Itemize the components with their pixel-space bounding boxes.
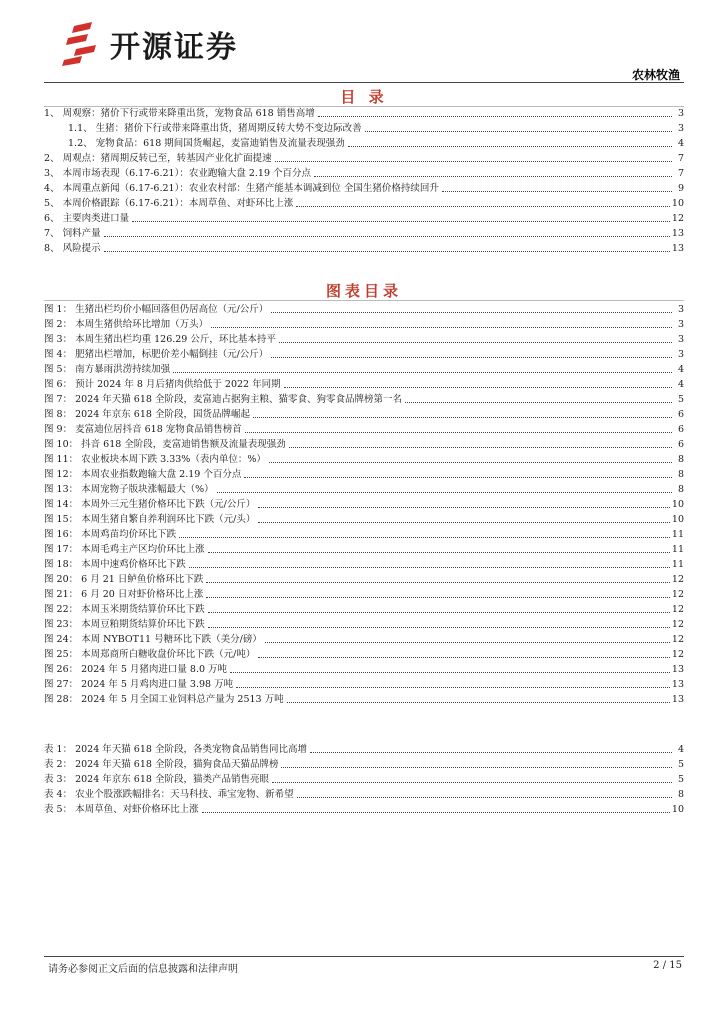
toc-entry-page: 9 [677,183,684,194]
toc-entry[interactable] [44,121,684,136]
figure-entry-page: 8 [677,469,684,480]
dot-leader [271,312,672,313]
figure-entry-label: 图 26： 2024 年 5 月猪肉进口量 8.0 万吨 [44,664,228,675]
toc-entry-page: 7 [677,168,684,179]
figure-entry-label: 图 28： 2024 年 5 月全国工业饲料总产量为 2513 万吨 [44,694,284,705]
dot-leader [271,357,672,358]
figure-entry[interactable] [44,632,684,647]
figure-entry[interactable] [44,512,684,527]
dot-leader [279,342,672,343]
figure-entry-page: 8 [677,454,684,465]
table-entry[interactable] [44,772,684,787]
figure-entry[interactable] [44,677,684,692]
toc-entry[interactable] [44,226,684,241]
figure-entry[interactable] [44,527,684,542]
logo-mark-icon [62,22,102,66]
toc-entry-page: 13 [671,243,684,254]
figure-entry-page: 13 [671,694,684,705]
figure-entry-page: 11 [671,544,684,555]
table-entry-label: 表 5： 本周草鱼、对虾价格环比上涨 [44,804,199,815]
dot-leader [236,687,670,688]
figure-entry-page: 13 [671,679,684,690]
figure-entry[interactable] [44,407,684,422]
dot-leader [179,537,670,538]
table-entry-label: 表 4： 农业个股涨跌幅排名：天马科技、乖宝宠物、新希望 [44,789,294,800]
dot-leader [189,567,670,568]
dot-leader [206,597,670,598]
figure-entry-page: 3 [677,334,684,345]
figure-entry-page: 11 [671,529,684,540]
figure-entry-page: 13 [671,664,684,675]
dot-leader [217,492,672,493]
figure-entry-page: 4 [677,364,684,375]
figure-entry[interactable] [44,602,684,617]
figure-index-divider [44,300,684,301]
figure-entry-label: 图 5： 南方暴雨洪涝持续加强 [44,364,171,375]
figure-entry-label: 图 2： 本周生猪供给环比增加（万头） [44,319,209,330]
dot-leader [104,251,670,252]
toc-entry[interactable] [44,181,684,196]
toc-entry[interactable] [44,166,684,181]
table-entry-label: 表 1： 2024 年天猫 618 全阶段，各类宠物食品销售同比高增 [44,744,307,755]
dot-leader [297,797,672,798]
figure-entry-label: 图 20： 6 月 21 日鲈鱼价格环比下跌 [44,574,204,585]
toc-entry[interactable] [44,106,684,121]
figure-entry[interactable] [44,467,684,482]
figure-entry-label: 图 14： 本周外三元生猪价格环比下跌（元/公斤） [44,499,256,510]
figure-entry[interactable] [44,347,684,362]
figure-entry-page: 6 [677,409,684,420]
figure-entry-label: 图 4： 肥猪出栏增加，标肥价差小幅倒挂（元/公斤） [44,349,269,360]
figure-entry-page: 12 [671,604,684,615]
figure-entry-label: 图 3： 本周生猪出栏均重 126.29 公斤，环比基本持平 [44,334,276,345]
figure-entry-label: 图 17： 本周毛鸡主产区均价环比上涨 [44,544,205,555]
figure-entry-label: 图 24： 本周 NYBOT11 号糖环比下跌（美分/磅） [44,634,262,645]
dot-leader [284,387,672,388]
dot-leader [258,507,670,508]
figure-entry[interactable] [44,662,684,677]
page-number: 2 / 15 [653,960,682,971]
figure-entry-page: 12 [671,619,684,630]
table-entry-page: 10 [671,804,684,815]
figure-entry[interactable] [44,497,684,512]
dot-leader [318,116,672,117]
figure-entry-page: 12 [671,589,684,600]
figure-entry-label: 图 9： 麦富迪位居抖音 618 宠物食品销售榜首 [44,424,242,435]
figure-entry-page: 6 [677,424,684,435]
table-entry-page: 4 [677,744,684,755]
dot-leader [258,657,670,658]
figure-entry-page: 12 [671,574,684,585]
figure-entry[interactable] [44,302,684,317]
dot-leader [272,782,672,783]
toc-entry[interactable] [44,196,684,211]
table-entry-label: 表 3： 2024 年京东 618 全阶段，猫类产品销售亮眼 [44,774,269,785]
figure-entry-label: 图 12： 本周农业指数跑输大盘 2.19 个百分点 [44,469,242,480]
figure-entry-label: 图 21： 6 月 20 日对虾价格环比上涨 [44,589,204,600]
dot-leader [287,702,670,703]
figure-entry-page: 3 [677,319,684,330]
figure-list [44,302,684,707]
toc-entry-label: 7、 饲料产量 [44,228,101,239]
dot-leader [208,612,670,613]
figure-entry-label: 图 16： 本周鸡苗均价环比下跌 [44,529,177,540]
toc-entry-label: 8、 风险提示 [44,243,101,254]
toc-entry-label: 2、 周观点：猪周期反转已至，转基因产业化扩面提速 [44,153,272,164]
figure-entry[interactable] [44,587,684,602]
figure-entry-label: 图 6： 预计 2024 年 8 月后猪肉供给低于 2022 年同期 [44,379,281,390]
figure-entry[interactable] [44,362,684,377]
figure-entry-page: 5 [677,394,684,405]
figure-entry[interactable] [44,377,684,392]
toc-title: 目 录 [340,88,388,106]
figure-entry-label: 图 11： 农业板块本周下跌 3.33%（表内单位：%） [44,454,266,465]
table-entry-page: 8 [677,789,684,800]
toc-entry-page: 13 [671,228,684,239]
dot-leader [211,327,672,328]
table-entry[interactable] [44,757,684,772]
dot-leader [206,582,670,583]
dot-leader [275,161,672,162]
footer-divider [44,956,684,957]
toc-entry-page: 12 [671,213,684,224]
table-entry-label: 表 2： 2024 年天猫 618 全阶段，猫狗食品天猫品牌榜 [44,759,279,770]
figure-entry[interactable] [44,437,684,452]
table-entry[interactable] [44,802,684,817]
figure-entry-label: 图 18： 本周中速鸡价格环比下跌 [44,559,186,570]
dot-leader [265,642,670,643]
figure-entry-page: 11 [671,559,684,570]
toc-entry-label: 4、 本周重点新闻（6.17-6.21）：农业农村部：生猪产能基本调减到位 全国生猪价格持续回升 [44,183,439,194]
figure-entry[interactable] [44,392,684,407]
toc-entry-page: 3 [677,108,684,119]
figure-entry-page: 10 [671,499,684,510]
industry-label: 农林牧渔 [631,68,680,82]
table-entry[interactable] [44,742,684,757]
dot-leader [208,627,670,628]
figure-entry[interactable] [44,452,684,467]
header-divider [44,82,684,83]
figure-entry-page: 12 [671,634,684,645]
toc-entry-label: 6、 主要肉类进口量 [44,213,130,224]
figure-entry[interactable] [44,542,684,557]
toc-list [44,106,684,256]
figure-entry-label: 图 10： 抖音 618 全阶段，麦富迪销售额及流量表现强劲 [44,439,286,450]
toc-entry-label: 1、 周观察：猪价下行或带来降重出货，宠物食品 618 销售高增 [44,108,315,119]
toc-entry-label: 1.2、 宠物食品：618 期间国货崛起，麦富迪销售及流量表现强劲 [68,138,345,149]
dot-leader [296,206,670,207]
dot-leader [208,552,670,553]
figure-entry-label: 图 22： 本周玉米期货结算价环比下跌 [44,604,205,615]
figure-entry[interactable] [44,332,684,347]
toc-entry-page: 10 [671,198,684,209]
dot-leader [230,672,670,673]
dot-leader [202,812,670,813]
figure-entry-page: 3 [677,304,684,315]
figure-entry[interactable] [44,557,684,572]
figure-entry-page: 4 [677,379,684,390]
figure-entry[interactable] [44,617,684,632]
dot-leader [173,372,672,373]
dot-leader [104,236,670,237]
table-entry[interactable] [44,787,684,802]
figure-entry-page: 12 [671,649,684,660]
dot-leader [289,447,672,448]
figure-entry[interactable] [44,647,684,662]
dot-leader [405,402,672,403]
toc-entry-label: 3、 本周市场表现（6.17-6.21）：农业跑输大盘 2.19 个百分点 [44,168,312,179]
toc-entry[interactable] [44,241,684,256]
dot-leader [348,146,672,147]
figure-entry[interactable] [44,692,684,707]
figure-entry-label: 图 25： 本周郑商所白糖收盘价环比下跌（元/吨） [44,649,256,660]
toc-entry-page: 4 [677,138,684,149]
dot-leader [269,462,672,463]
figure-entry[interactable] [44,482,684,497]
figure-entry-page: 10 [671,514,684,525]
toc-entry[interactable] [44,136,684,151]
figure-entry-label: 图 23： 本周豆粕期货结算价环比下跌 [44,619,205,630]
toc-entry-label: 1.1、 生猪：猪价下行或带来降重出货，猪周期反转大势不变边际改善 [68,123,362,134]
table-entry-page: 5 [677,759,684,770]
figure-entry-label: 图 13： 本周宠物子版块涨幅最大（%） [44,484,214,495]
toc-entry[interactable] [44,151,684,166]
figure-entry-label: 图 7： 2024 年天猫 618 全阶段，麦富迪占据狗主粮、猫零食、狗零食品牌榜第一名 [44,394,402,405]
page-header [44,18,684,82]
figure-entry-label: 图 27： 2024 年 5 月鸡肉进口量 3.98 万吨 [44,679,234,690]
figure-entry[interactable] [44,422,684,437]
figure-entry-label: 图 8： 2024 年京东 618 全阶段，国货品牌崛起 [44,409,250,420]
dot-leader [245,432,672,433]
toc-entry-page: 3 [677,123,684,134]
dot-leader [314,176,672,177]
logo-text: 开源证券 [110,30,238,65]
dot-leader [244,477,672,478]
table-entry-page: 5 [677,774,684,785]
figure-entry-page: 3 [677,349,684,360]
dot-leader [365,131,672,132]
company-logo [62,22,238,66]
figure-entry-label: 图 1： 生猪出栏均价小幅回落但仍居高位（元/公斤） [44,304,269,315]
dot-leader [258,522,670,523]
footer-disclaimer: 请务必参阅正文后面的信息披露和法律声明 [48,964,238,975]
dot-leader [253,417,672,418]
toc-entry-label: 5、 本周价格跟踪（6.17-6.21）：本周草鱼、对虾环比上涨 [44,198,294,209]
toc-entry[interactable] [44,211,684,226]
toc-entry-page: 7 [677,153,684,164]
figure-entry-label: 图 15： 本周生猪自繁自养利润环比下跌（元/头） [44,514,256,525]
table-list [44,742,684,817]
dot-leader [132,221,670,222]
figure-entry[interactable] [44,317,684,332]
dot-leader [281,767,672,768]
figure-index-title: 图表目录 [325,282,402,300]
dot-leader [310,752,672,753]
dot-leader [442,191,672,192]
figure-entry-page: 8 [677,484,684,495]
figure-entry[interactable] [44,572,684,587]
figure-entry-page: 6 [677,439,684,450]
